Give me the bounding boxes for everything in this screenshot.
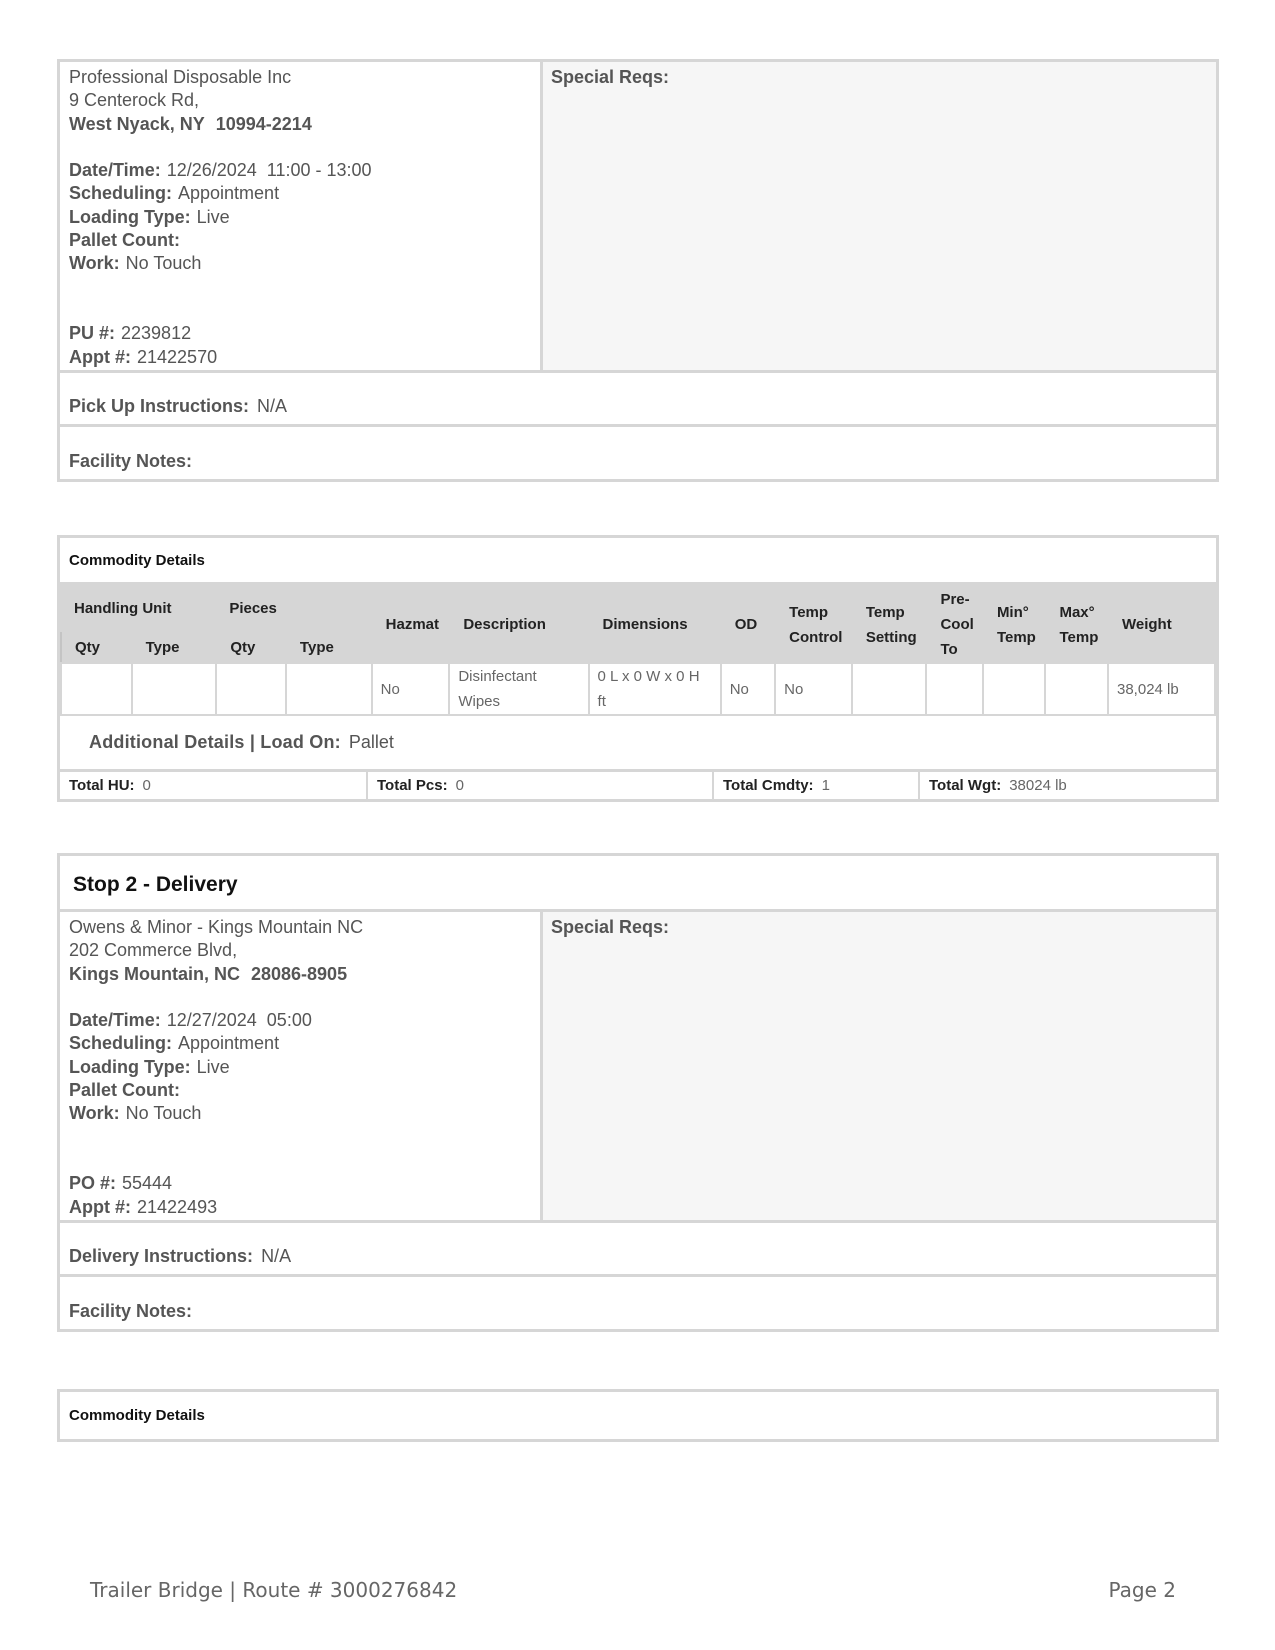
header-max-temp: Max° Temp: [1045, 586, 1108, 663]
header-pcs-type: Type: [286, 631, 372, 663]
total-hu: Total HU: 0: [60, 772, 368, 799]
commodity1-table: [60, 585, 1216, 716]
stop1-block: [57, 59, 1219, 482]
cell-temp-control: No: [775, 663, 852, 715]
stop1-street: 9 Centerock Rd,: [69, 90, 200, 111]
header-dimensions: Dimensions: [589, 586, 721, 663]
commodity2-block: [57, 1389, 1219, 1442]
header-weight: Weight: [1108, 586, 1215, 663]
stop2-info: [60, 912, 1216, 1223]
header-precool: Pre- Cool To: [926, 586, 982, 663]
table-row: [61, 663, 1215, 715]
header-od: OD: [721, 586, 775, 663]
stop2-company: Owens & Minor - Kings Mountain NC: [69, 917, 364, 937]
cell-max-temp: [1045, 663, 1108, 715]
footer-page-number: Page 2: [1108, 1578, 1176, 1602]
header-handling-unit: Handling Unit: [61, 586, 216, 631]
stop1-pallet-count: Pallet Count:: [69, 230, 180, 251]
stop2-appt-number: Appt #: 21422493: [69, 1196, 218, 1217]
total-wgt: Total Wgt: 38024 lb: [929, 777, 1067, 794]
commodity1-title: Commodity Details: [60, 538, 1216, 585]
stop2-work: Work: No Touch: [69, 1103, 202, 1124]
stop2-special-reqs: Special Reqs:: [543, 912, 1216, 1220]
footer-route: Trailer Bridge | Route # 3000276842: [90, 1578, 458, 1602]
cell-pcs-qty: [216, 663, 286, 715]
commodity2-title: Commodity Details: [69, 1407, 205, 1424]
stop2-street: 202 Commerce Blvd,: [69, 940, 238, 961]
commodity1-totals: [60, 772, 1216, 799]
stop1-loading-type: Loading Type: Live: [69, 206, 230, 227]
stop1-work: Work: No Touch: [69, 253, 202, 274]
stop1-address: [60, 62, 543, 370]
total-cmdty: Total Cmdty: 1: [714, 772, 920, 799]
cell-weight: 38,024 lb: [1108, 663, 1215, 715]
header-pcs-qty: Qty: [216, 631, 286, 663]
cell-temp-setting: [852, 663, 927, 715]
stop1-city: West Nyack, NY 10994-2214: [69, 113, 312, 134]
header-pieces: Pieces: [216, 586, 371, 631]
stop1-special-reqs: Special Reqs:: [543, 62, 1216, 370]
stop2-block: [57, 853, 1219, 1332]
stop1-pu-number: PU #: 2239812: [69, 323, 192, 344]
header-temp-setting: Temp Setting: [852, 586, 927, 663]
stop1-info: [60, 62, 1216, 373]
header-hu-type: Type: [132, 631, 217, 663]
cell-hazmat: No: [372, 663, 450, 715]
stop2-title: Stop 2 - Delivery: [60, 856, 1216, 912]
header-hu-qty: Qty: [61, 631, 132, 663]
cell-hu-type: [132, 663, 217, 715]
stop2-scheduling: Scheduling: Appointment: [69, 1033, 280, 1054]
cell-description: Disinfectant Wipes: [449, 663, 588, 715]
stop1-appt-number: Appt #: 21422570: [69, 346, 218, 367]
header-description: Description: [449, 586, 588, 663]
stop2-loading-type: Loading Type: Live: [69, 1056, 230, 1077]
cell-dimensions: 0 L x 0 W x 0 H ft: [589, 663, 721, 715]
stop2-facility-notes: Facility Notes:: [69, 1300, 193, 1321]
stop2-city: Kings Mountain, NC 28086-8905: [69, 963, 348, 984]
header-min-temp: Min° Temp: [983, 586, 1046, 663]
header-temp-control: Temp Control: [775, 586, 852, 663]
stop2-datetime: Date/Time: 12/27/2024 05:00: [69, 1010, 312, 1031]
stop1-company: Professional Disposable Inc: [69, 67, 292, 87]
stop2-po-number: PO #: 55444: [69, 1173, 173, 1194]
stop1-facility-notes: Facility Notes:: [69, 450, 193, 471]
cell-hu-qty: [61, 663, 132, 715]
stop2-address: [60, 912, 543, 1220]
header-hazmat: Hazmat: [372, 586, 450, 663]
cell-min-temp: [983, 663, 1046, 715]
total-pcs: Total Pcs: 0: [368, 772, 714, 799]
cell-pcs-type: [286, 663, 372, 715]
stop2-delivery-instructions: Delivery Instructions: N/A: [60, 1223, 1216, 1277]
cell-precool: [926, 663, 982, 715]
cell-od: No: [721, 663, 775, 715]
stop1-datetime: Date/Time: 12/26/2024 11:00 - 13:00: [69, 160, 372, 181]
stop1-scheduling: Scheduling: Appointment: [69, 183, 280, 204]
stop2-pallet-count: Pallet Count:: [69, 1080, 180, 1101]
commodity1-block: [57, 535, 1219, 802]
commodity1-additional-details: Additional Details | Load On: Pallet: [60, 716, 1216, 772]
stop1-pickup-instructions: Pick Up Instructions: N/A: [60, 373, 1216, 427]
